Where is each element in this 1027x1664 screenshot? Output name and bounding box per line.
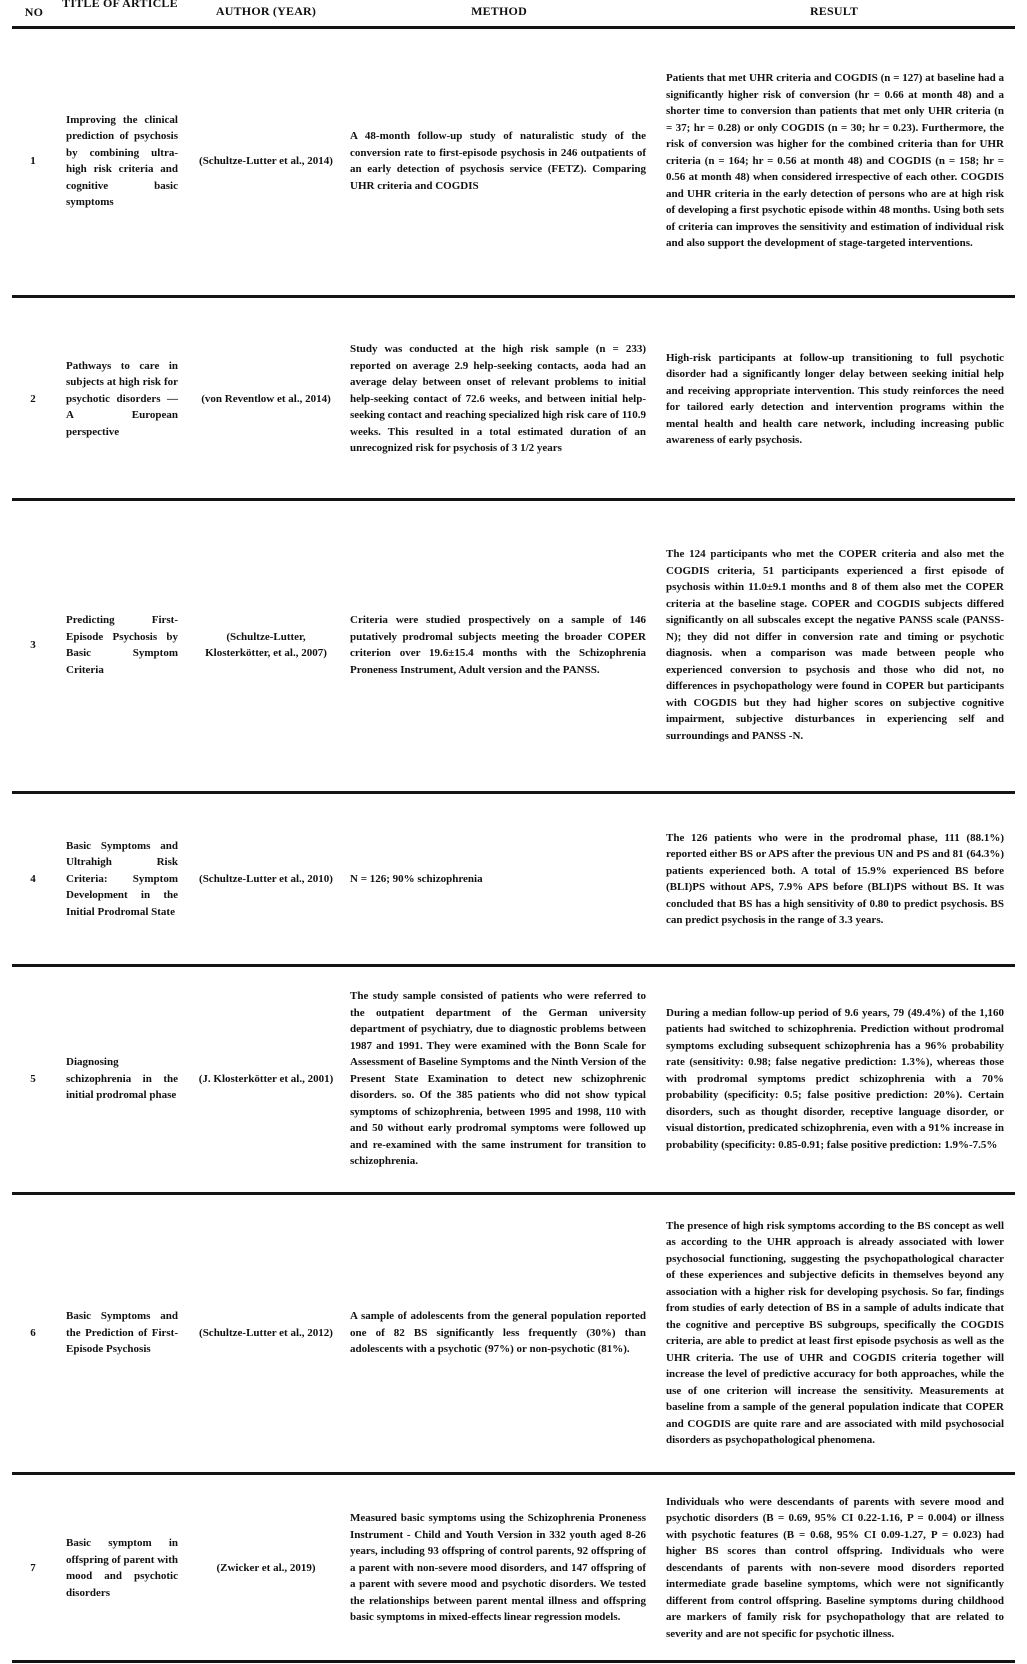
method-text: Study was conducted at the high risk sample (n = 233) reported on average 2.9 help-seeking contacts, aoda had an average delay between onset of relevant problems to initial help-seeking contact of 72.6 weeks, and between initial help- seeking contact and reaching specialized high risk care of 110.9 weeks. This resulted in a total estimated duration of an unrecognized risk for psychosis of 3 1/2 years: [350, 343, 646, 455]
row-number: 1: [30, 154, 36, 167]
method-text: A sample of adolescents from the general population reported one of 82 BS significantly less frequently (30%) than adolescents with a psychotic (97%) or non-psychotic (81%).: [350, 1310, 646, 1356]
row-divider: [12, 1660, 1015, 1663]
row-number: 6: [30, 1326, 36, 1339]
article-title: Basic Symptoms and Ultrahigh Risk Criteria: Symptom Development in the Initial Prodromal State: [66, 839, 178, 918]
table-row: [0, 503, 1027, 787]
header-author-year: AUTHOR (YEAR): [215, 4, 317, 18]
table-row: [0, 968, 1027, 1190]
table-row: [0, 1196, 1027, 1470]
method-text: N = 126; 90% schizophrenia: [350, 872, 483, 885]
row-divider: [12, 964, 1015, 967]
method-text: The study sample consisted of patients who were referred to the outpatient department of the German university department of psychiatry, due to diagnostic problems between 1987 and 1991. They were examined with the Bonn Scale for Assessment of Baseline Symptoms and the Ninth Version of the Present State Examination to detect new schizophrenic disorders. so. Of the 385 patients who did not show typical symptoms of schizophrenia, between 1995 and 1998, 110 with and 50 without early prodromal symptoms were followed up and re-examined with the same instrument for transition to schizophrenia.: [350, 990, 646, 1168]
author-year: (Schultze-Lutter et al., 2012): [199, 1326, 333, 1339]
row-divider: [12, 295, 1015, 298]
row-divider: [12, 791, 1015, 794]
article-title: Diagnosing schizophrenia in the initial prodromal phase: [66, 1056, 178, 1102]
article-title: Basic Symptoms and the Prediction of First-Episode Psychosis: [66, 1310, 178, 1356]
article-title: Pathways to care in subjects at high risk for psychotic disorders — A European perspective: [66, 359, 178, 438]
result-text: During a median follow-up period of 9.6 years, 79 (49.4%) of the 1,160 patients had switched to schizophrenia. Prediction without prodromal symptoms excluding subsequent schizophrenia has a 96% probability rate (sensitivity: 0.98; false negative prediction: 1.3%), whereas those with prodromal symptoms predict schizophrenia with a 70% probability (specificity: 0.5; false positive prediction: 20%). Certain disorders, such as thought disorder, receptive language disorder, or visual distortion, predicated schizophrenia, even with a 91% increase in probability (specificity: 0.85-0.91; false positive prediction: 1.9%-7.5%: [666, 1006, 1004, 1151]
result-text: The 124 participants who met the COPER criteria and also met the COGDIS criteria, 51 participants experienced a first episode of psychosis within 11.0±9.1 months and 8 of them also met the COPER criteria at the baseline stage. COPER and COGDIS subjects differed significantly on all subscales except the negative PANSS scale (PANSS-N); they did not differ in conversion rate and timing or psychotic diagnosis. when a comparison was made between people who experienced conversion to psychosis and those who did not, no differences in psychopathology were found in COPER but participants with COGDIS but they had higher scores on subjective cognitive impairment, subjective disturbances in experiencing self and surroundings and PANSS -N.: [666, 548, 1004, 742]
header-method: METHOD: [471, 4, 527, 18]
author-year: (von Reventlow et al., 2014): [201, 392, 331, 405]
author-year: (Schultze-Lutter, Klosterkötter, et al., 2007): [205, 630, 327, 659]
result-text: High-risk participants at follow-up transitioning to full psychotic disorder had a significantly longer delay between seeking initial help and receiving appropriate intervention. This study reinforces the need for tailored early detection and intervention programs within the mental health and health care network, including increasing public awareness of early psychosis.: [666, 351, 1004, 446]
table-row: [0, 1477, 1027, 1659]
row-divider: [12, 1192, 1015, 1195]
method-text: Criteria were studied prospectively on a sample of 146 putatively prodromal subjects meeting the broader COPER criterion over 19.6±15.4 months with the Schizophrenia Proneness Instrument, Adult version and the PANSS.: [350, 614, 646, 676]
author-year: (Schultze-Lutter et al., 2010): [199, 872, 333, 885]
result-text: Patients that met UHR criteria and COGDIS (n = 127) at baseline had a significantly higher risk of conversion (hr = 0.66 at month 48) and a shorter time to conversion than patients that met only UHR criteria (n = 37; hr = 0.28) or only COGDIS (n = 30; hr = 0.23). Furthermore, the risk of conversion was higher for the combined criteria than for UHR criteria (n = 164; hr = 0.56 at month 48) and COGDIS (n = 158; hr = 0.56 at month 48) when considered irrespective of each other. COGDIS and UHR criteria in the early detection of persons who are at high risk of developing a first psychotic episode within 48 months. Using both sets of criteria can improves the sensitivity and estimation of individual risk and also support the development of stage-targeted interventions.: [666, 72, 1004, 250]
row-divider: [12, 498, 1015, 501]
author-year: (Zwicker et al., 2019): [216, 1561, 316, 1574]
header-rule: [12, 26, 1015, 29]
row-number: 7: [30, 1561, 36, 1574]
row-divider: [12, 1472, 1015, 1475]
header-no: NO: [24, 5, 44, 19]
article-title: Basic symptom in offspring of parent with mood and psychotic disorders: [66, 1537, 178, 1599]
row-number: 2: [30, 392, 36, 405]
header-title-of-article: TITLE OF ARTICLE: [62, 0, 178, 10]
article-title: Predicting First-Episode Psychosis by Basic Symptom Criteria: [66, 614, 178, 676]
header-result: RESULT: [809, 4, 859, 18]
method-text: Measured basic symptoms using the Schizophrenia Proneness Instrument - Child and Youth Version in 332 youth aged 8-26 years, including 93 offspring of control parents, 92 offspring of a parent with non-severe mood disorders, and 147 offspring of a parent with severe mood and psychotic disorders. We tested the relationships between parent mental illness and offspring basic symptoms in mixed-effects linear regression models.: [350, 1512, 646, 1624]
article-title: Improving the clinical prediction of psychosis by combining ultra-high risk criteria and cognitive basic symptoms: [66, 113, 178, 208]
table-row: [0, 30, 1027, 292]
table-row: [0, 300, 1027, 498]
author-year: (J. Klosterkötter et al., 2001): [198, 1072, 334, 1085]
method-text: A 48-month follow-up study of naturalistic study of the conversion rate to first-episode psychosis in 246 outpatients of an early detection of psychosis service (FETZ). Comparing UHR criteria and COGDIS: [350, 130, 646, 192]
row-number: 5: [30, 1072, 36, 1085]
table-row: [0, 796, 1027, 962]
result-text: The presence of high risk symptoms according to the BS concept as well as according to the UHR approach is already associated with lower psychosocial functioning, suggesting the psychopathological character of these experiences and subjective deficits in themselves beyond any association with a higher risk for developing psychosis. So far, findings from studies of early detection of BS in a sample of adults indicate that the cognitive and perceptive BS subgroups, specifically the COGDIS criteria, are able to predict at least first episode psychosis as well as the UHR criteria. The use of UHR and COGDIS criteria together will increase the level of predictive accuracy for both approaches, while the use of one criterion will increase the sensitivity. Measurements at baseline from a sample of the general population indicate that COPER and COGDIS are quite rare and are associated with mild psychosocial disorders as psychopathological phenomena.: [666, 1219, 1004, 1446]
row-number: 4: [30, 872, 36, 885]
row-number: 3: [30, 638, 36, 651]
result-text: The 126 patients who were in the prodromal phase, 111 (88.1%) reported either BS or APS after the previous UN and PS and 81 (64.3%) patients experienced both. A total of 15.9% experienced BS before (BLI)PS without APS, 7.9% APS before (BLI)PS without BS. It was concluded that BS has a high sensitivity of 0.80 to predict psychosis. BS can predict psychosis in the range of 3.3 years.: [666, 831, 1004, 926]
result-text: Individuals who were descendants of parents with severe mood and psychotic disorders (B = 0.69, 95% CI 0.22-1.16, P = 0.004) or illness with psychotic features (B = 0.68, 95% CI 0.09-1.27, P = 0.023) had higher BS scores than control offspring. Individuals who were descendants of parents with non-severe mood disorders reported intermediate grade baseline symptoms, which were not significantly different from control offspring. Baseline symptoms during childhood are markers of family risk for psychopathology that are related to severity and are not specific for psychotic illness.: [666, 1495, 1004, 1640]
author-year: (Schultze-Lutter et al., 2014): [199, 154, 333, 167]
